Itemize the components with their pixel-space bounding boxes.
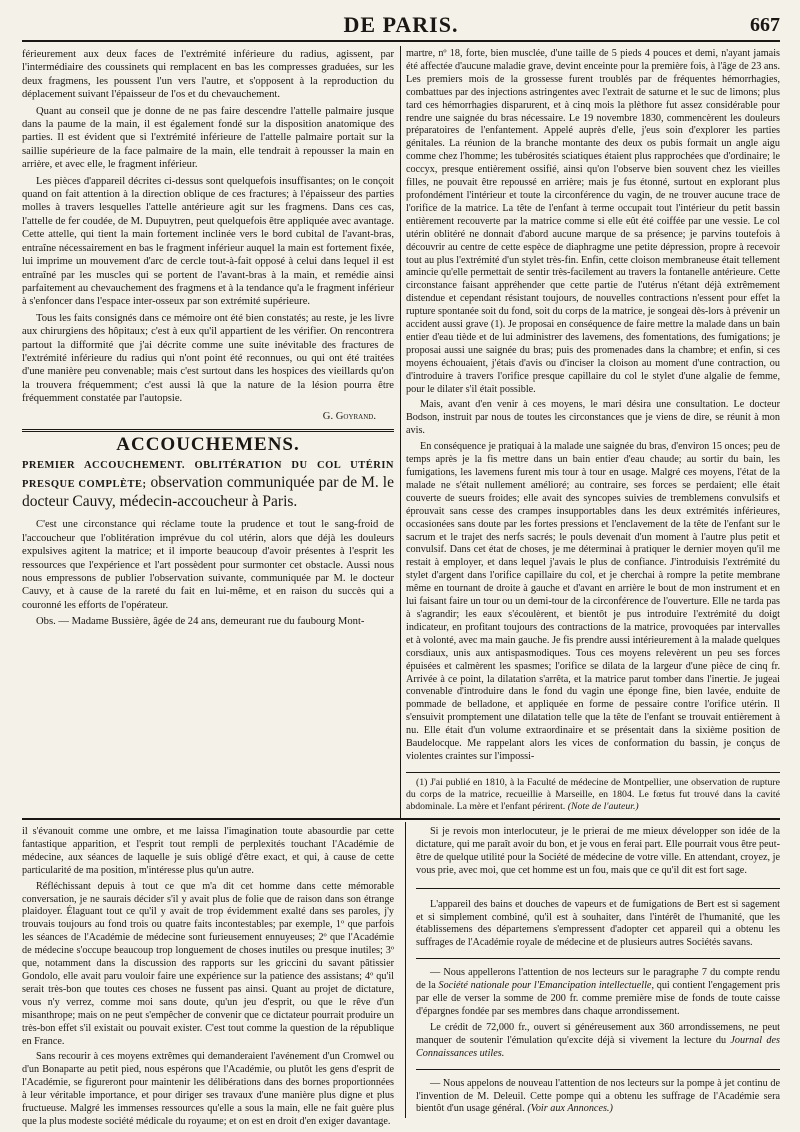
column-rule — [405, 822, 406, 1118]
societe-notice: — Nous appellerons l'attention de nos lecteurs sur le paragraphe 7 du compte rendu de la Société nationale pour l'Emancipation intellectuelle, qui contient l'engagement pris par elle de verser la somme de 200 fr. comme première mise de fonds de toute caisse d'épargnes fondée par ses membres dans chaque arrondissement. — [416, 967, 781, 1017]
article-paragraph: Sans recourir à ces moyens extrêmes qui demanderaient l'avénement d'un Cromwel ou d'un Bonaparte au petit pied, nous espérons que l'Académie, ou plutôt les gens d'esprit de l'Académie, se figureront pour maintenir les délibérations dans des bornes proportionnées à leur véritable importance, et pour diriger ses travaux d'une manière plus digne et plus fructueuse. Malgré les immenses ressources qu'elle a sous la main, elle ne fait guère plus que la plus modeste société médicale du royaume; et on est en droit d'en exiger davantage. — [22, 1051, 394, 1127]
footnote — [406, 772, 780, 813]
pompe-notice: — Nous appelons de nouveau l'attention de nos lecteurs sur la pompe à jet continu de l'invention de M. Deleuil. Cette pompe qui a obtenu les suffrage de l'Académie sera bientôt d'un usage général. (Voir aux Annonces.) — [416, 1077, 780, 1115]
item-divider — [416, 958, 780, 959]
right-column — [406, 48, 780, 816]
bottom-left-column — [22, 826, 394, 1132]
author-signature: G. Goyrand. — [322, 410, 376, 422]
article-headline — [22, 455, 394, 510]
article-paragraph: Tous les faits consignés dans ce mémoire ont été bien constatés; au reste, je les livre aux chirurgiens des hôpitaux; c'est à eux qu'il appartient de les vérifier. On rencontrera partout la difformité que j'ai décrite comme une suite inévitable des fractures de l'extrémité inférieure du radius qui n'ont point été reconnues, ou qui ont été traitées d'une manière peu convenable; mais c'est surtout dans les hospices des vieillards qu'on la trouvera fréquemment; c'est aussi là que la nature de la lésion pourra être fréquemment constatée par l'autopsie. — [22, 312, 394, 405]
item-divider — [416, 1069, 780, 1070]
annonces-reference: (Voir aux Annonces.) — [527, 1103, 613, 1115]
credit-notice: Le crédit de 72,000 fr., ouvert si généreusement aux 360 arrondissemens, ne peut manquer de soutenir l'émulation qu'excite déjà si vivement la lecture du Journal des Connaissances utiles. — [416, 1021, 780, 1059]
newspaper-page — [22, 10, 781, 1127]
article-paragraph: il s'évanouit comme une ombre, et me laissa l'imagination toute abasourdie par cette fantastique apparition, et l'esprit tout rempli de perplexités touchant l'Académie de médecine, aux séances de laquelle je suis obligé d'être exact, et qui, à cause de cette particularité de ma position, m'intéresse plus qu'un autre. — [22, 826, 394, 876]
item-divider — [416, 888, 780, 889]
article-paragraph: férieurement aux deux faces de l'extrémité inférieure du radius, agissent, par l'intermédiaire des coussinets qui remplacent en bas les compresses graduées, sur les deux fragmens, les poussent l'un vers l'autre, et s'opposent à la reproduction du déplacement suivant l'épaisseur de l'os et du chevauchement. — [22, 49, 394, 101]
section-title: ACCOUCHEMENS. — [116, 433, 300, 455]
column-rule — [400, 46, 401, 818]
article-paragraph: Mais, avant d'en venir à ces moyens, le mari désira une consultation. Le docteur Bodson, instruit par nous de toutes les circonstances que je viens de dire, se réunit à mon avis. — [406, 399, 780, 437]
section-divider — [22, 429, 394, 432]
headline-caps: PREMIER ACCOUCHEMENT. OBLITÉRATION DU COL UTÉRIN PRESQUE COMPLÈTE; — [22, 460, 394, 491]
article-paragraph: Réfléchissant depuis à tout ce que m'a dit cet homme dans cette mémorable conversation, je ne saurais décider s'il y avait plus de folie que de raison dans son étrange plaidoyer. Élaguant tout ce qu'il y avait de trop évidemment exalté dans ses paroles, j'y trouvais toujours au fond trois ou quatre faits incontestables; par exemple, 1º que parfois les séances de l'Académie de médecine sont furieusement ennuyeuses; 2º que l'Académie de médecine s'occupe beaucoup trop longuement de choses inutiles ou presque inutiles; 3º que, notamment dans la discussion des rapports sur les griccini du savant pâtissier Gondolo, elle avait paru vouloir faire une expérience sur la patience des assistans; 4º qu'il serait très-bon que toutes ces choses ne fussent pas ainsi. Quant au projet de dictature, vous n'y verrez, comme moi sans doute, qu'un jeu d'esprit, ou que le rêve d'un misanthrope; mais on ne peut s'empêcher de convenir que ce dictateur pourrait produire un très-bon effet s'il existait ou pouvait exister. C'est tout comme la question de la république en France. — [22, 880, 394, 1047]
article-paragraph: En conséquence je pratiquai à la malade une saignée du bras, d'environ 15 onces; peu de temps après je la fis mettre dans un bain entier d'eau chaude; au sortir du bain, les fumigations, les lavemens furent mis tour à tour en usage. Malgré ces moyens, l'état de la malade ne s'était nullement amélioré; au contraire, ses forces se perdaient; elle était couverte de sueurs froides; elle avait des syncopes suivies de tremblemens convulsifs et éprouvait sans cesse des crampes insupportables dans les deux extrémités inférieures, occasionées sans doute par les fortes pressions et l'enclavement de la tête de l'enfant sur le sacrum et le trajet des nerfs sacrés; le pouls devenait d'un moment à l'autre plus petit et convulsif. Dans cet état de choses, je me déterminai à pratiquer le dernier moyen qu'il me restait à employer, et dans lequel j'avais le plus de confiance. J'introduisis l'extrémité du stylet d'argent dans l'orifice capillaire du col, et je cherchai à rompre la petite membrane même en tournant de droite à gauche et d'avant en arrière le bout de mon instrument et en lui faisant faire un tour ou un demi-tour de la circonférence de l'ouverture. Elle ne tarda pas à s'agrandir; les eaux s'écoulèrent, et bientôt je pus introduire l'extrémité du doigt indicateur, en profitant toujours des contractions de la matrice, provoquées par intervalles et à volonté, avec ma main gauche. Je fis prendre aussi intérieurement à la malade quelques corsdiaux, unis aux antispasmodiques. Tous ces moyens relevèrent un peu ses forces épuisées et calmèrent les spasmes; l'orifice se dilata de la largeur d'une pièce de cinq fr. Arrivée à ce point, la dilatation s'arrêta, et la matrice parut tomber dans l'inertie. Je jugeai convenable d'introduire dans le fond du vagin une éponge fine, bien lavée, enduite de pommade de belladone, et appliquée en forme de pessaire contre l'orifice utérin. Il s'ensuivit promptement une dilatation telle que la tête de l'enfant se trouvait entièrement à nu. Elle était d'un volume extraordinaire et se présentait dans la sixième position de Baudelocque. Me rappelant alors les vices de conformation du bassin, je conçus de violentes craintes sur l'impossi- — [406, 441, 780, 762]
intro-paragraph: C'est une circonstance qui réclame toute la prudence et tout le sang-froid de l'accoucheur que l'oblitération imprévue du col utérin, alors que déjà les douleurs expulsives agitent la matrice; et il importe beaucoup d'avoir présentes à l'esprit les ressources que l'expérience et l'art possèdent pour surmonter cet obstacle. Aussi nous nous empressons de publier l'observation suivante, communiquée par M. le docteur Cauvy, et à cause de la rareté du fait en lui-même, et en raison du succès qui a couronné les efforts de l'opérateur. — [22, 519, 394, 611]
bottom-right-column — [416, 826, 780, 1119]
article-paragraph: Les pièces d'appareil décrites ci-dessus sont quelquefois insuffisantes; on le conçoit quand on fait attention à la direction oblique de ces fractures; à l'épaisseur des parties molles à travers lesquelles l'attelle antérieure agit sur les fragmens. Dans ces cas, l'attelle de fer coudée, de M. Dupuytren, peut quelquefois être appliquée avec avantage. Cette attelle, qui tient la main fortement inclinée vers le bord cubital de l'avant-bras, entraîne nécessairement en bas le fragment inférieur auquel la main est fortement fixée, lui imprime un mouvement d'arc de cercle tout-à-fait opposé à celui dans lequel il est entraîné par les muscles qui se portent de l'avant-bras à la main, et remédie ainsi parfaitement au chevauchement des fragmens et à la tendance qu'a le fragment inférieur à s'enfoncer dans l'espace inter-osseux par son extrémité supérieure. — [22, 175, 394, 308]
article-paragraph: Quant au conseil que je donne de ne pas faire descendre l'attelle palmaire jusque dans la paume de la main, il est également fondé sur la disposition anatomique des parties. Il est évident que si l'extrémité inférieure de l'attelle palmaire portait sur la saillie supérieure de la face palmaire de la main, elle tendrait à repousser la main en arrière, et avec elle, le fragment inférieur. — [22, 105, 394, 171]
left-column — [22, 48, 394, 632]
upper-section — [22, 42, 780, 818]
horizontal-rule — [22, 818, 780, 820]
societe-name: Société nationale pour l'Emancipation intellectuelle — [438, 980, 652, 992]
footnote-author-note: (Note de l'auteur.) — [567, 800, 639, 812]
footnote-text: (1) J'ai publié en 1810, à la Faculté de médecine de Montpellier, une observation de rupture du corps de la matrice, recueillie à Marseille, en 1804. Le fœtus fut trouvé dans la cavité abdominale. La mère et l'enfant périrent. (Note de l'auteur.) — [406, 776, 780, 812]
letter-closing: Si je revois mon interlocuteur, je le prierai de me mieux développer son idée de la dictature, qui me paraît avoir du bon, et je vous en ferai part. Elle pourrait vous être peut-être de quelque utilité pour la Société de médecine de votre ville. En attendant, croyez, je vous prie, avec moi, que cet homme est un fou, mais que ce qu'il dit est fort sage. — [416, 826, 780, 876]
page-title: DE PARIS. — [343, 12, 459, 37]
article-paragraph: martre, nº 18, forte, bien musclée, d'une taille de 5 pieds 4 pouces et demi, n'ayant jamais été affectée d'aucune maladie grave, devint enceinte pour la première fois, à l'âge de 23 ans. Les premiers mois de la grossesse furent troublés par de fréquentes hémorrhagies, combattues par des injections astringentes avec l'extrait de saturne et le suc de limons; plus tard ces hémorrhagies disparurent, et à cinq mois la plèthore fut assez considérable pour rendre une saignée du bras nécessaire. Le 19 novembre 1830, commencèrent les douleurs préparatoires de l'enfantement. Appelé auprès d'elle, j'eus soin d'explorer les parties génitales. La réunion de la branche montante des deux os pubis formait un angle aigu comme chez l'homme; les tubérosités sciatiques étaient plus rapprochées que d'ordinaire; le coccyx, presque entièrement ossifié, ainsi qu'on l'observe bien souvent chez les vieilles filles, ne pouvait être repoussé en arrière; mais je fus étonné, surtout en explorant plus profondément l'intérieur et toute la circonférence du vagin, de ne trouver aucune trace de l'orifice de la matrice. La tête de l'enfant à terme occupait tout l'intérieur du petit bassin entièrement recouverte par la matrice comme si elle eût été coiffée par une vessie. Le col utérin oblitéré ne donnait d'abord aucune marque de sa présence; je parvins toutefois à découvrir au centre de cette espèce de diaphragme une petite dépression, propre à recevoir tout au plus l'extrémité d'un stylet très-fin. Enfin, cette cloison membraneuse était tellement amincie qu'elle permettait de sentir très-facilement au travers la fontanelle antérieure. Cette circonstance faisant appréhender que cette partie de l'utérus n'étant déjà extrêmement distendue et cependant résistant toujours, de nouvelles contractions n'essent pour effet la rupture spontanée soit du fond, soit du corps de la matrice, je songeai dès-lors à prévenir un accident aussi grave (1). Je proposai en conséquence de faire mettre la malade dans un bain entier d'eau tiède et de lui administrer des lavemens, des fomentations, des fumigations; je proposai aussi une saignée du bras; puis des promenades dans la chambre; et enfin, si ces moyens échouaient, j'étais d'avis ou d'inciser la cloison au moment d'une contraction, ou d'introduire à travers l'orifice presque capillaire du col le stylet d'une algalie de femme, pour le dilater s'il était possible. — [406, 48, 781, 395]
bains-notice: L'appareil des bains et douches de vapeurs et de fumigations de Bert est si sagement et si simplement combiné, qu'il est à souhaiter, dans l'intérêt de l'humanité, que les établissemens des départemens s'empressent d'adopter cet appareil qui a obtenu les suffrages de l'Académie royale de médecine et de plusieurs autres Sociétés savans. — [416, 898, 780, 949]
page-number: 667 — [750, 14, 780, 36]
headline-text: observation communiquée par de M. le docteur Cauvy, médecin-accoucheur à Paris. — [22, 474, 394, 511]
lower-section — [22, 822, 781, 1127]
journal-name: Journal des Connaissances utiles. — [416, 1034, 780, 1059]
observation-paragraph: Obs. — Madame Bussière, âgée de 24 ans, demeurant rue du faubourg Mont- — [36, 616, 365, 628]
page-header — [22, 10, 780, 42]
